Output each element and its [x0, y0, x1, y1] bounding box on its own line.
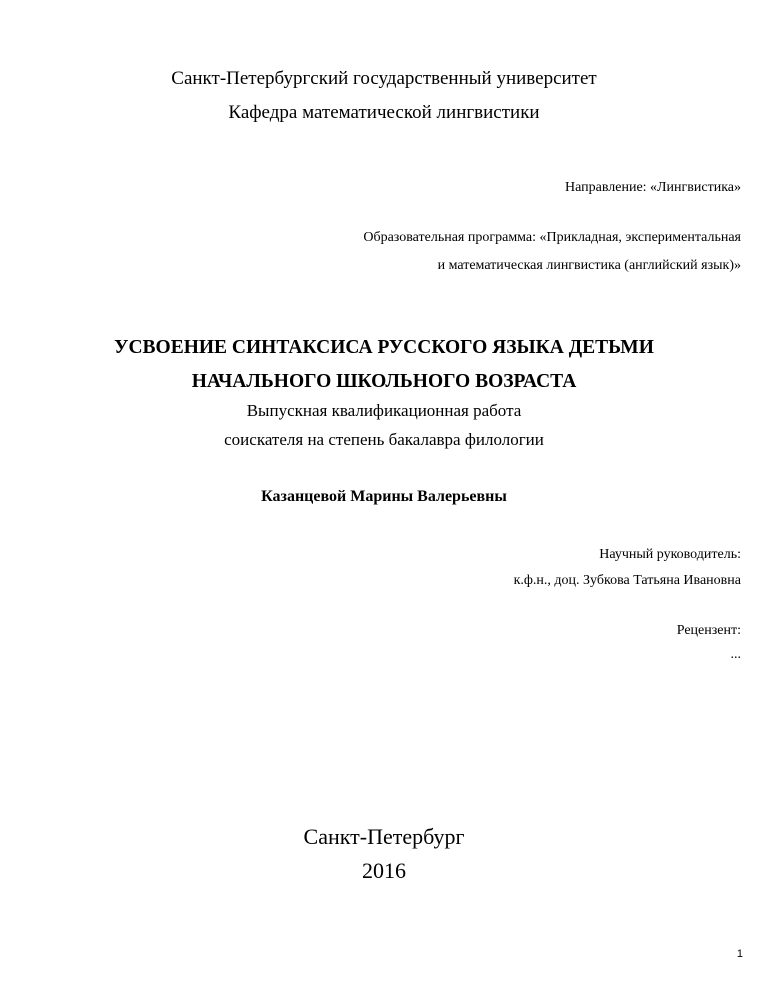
direction-label: Направление: «Лингвистика» — [564, 180, 741, 195]
author-name: Казанцевой Марины Валерьевны — [261, 488, 507, 505]
reviewer-label: Рецензент: — [676, 623, 741, 638]
thesis-title-line-2: НАЧАЛЬНОГО ШКОЛЬНОГО ВОЗРАСТА — [191, 371, 577, 392]
thesis-subtitle-line-1: Выпускная квалификационная работа — [246, 401, 522, 420]
reviewer-name: ... — [730, 647, 741, 662]
thesis-subtitle-line-2: соискателя на степень бакалавра филологии — [224, 430, 544, 449]
city: Санкт-Петербург — [303, 824, 465, 849]
supervisor-label: Научный руководитель: — [599, 547, 741, 562]
page-number: 1 — [736, 948, 743, 960]
supervisor-name: к.ф.н., доц. Зубкова Татьяна Ивановна — [513, 573, 741, 588]
program-line-2: и математическая лингвистика (английский язык)» — [437, 258, 741, 273]
year: 2016 — [362, 858, 406, 883]
department-name: Кафедра математической лингвистики — [228, 102, 540, 123]
program-line-1: Образовательная программа: «Прикладная, экспериментальная — [363, 230, 741, 245]
thesis-title-line-1: УСВОЕНИЕ СИНТАКСИСА РУССКОГО ЯЗЫКА ДЕТЬМИ — [114, 337, 654, 358]
university-name: Санкт-Петербургский государственный университет — [171, 68, 597, 89]
